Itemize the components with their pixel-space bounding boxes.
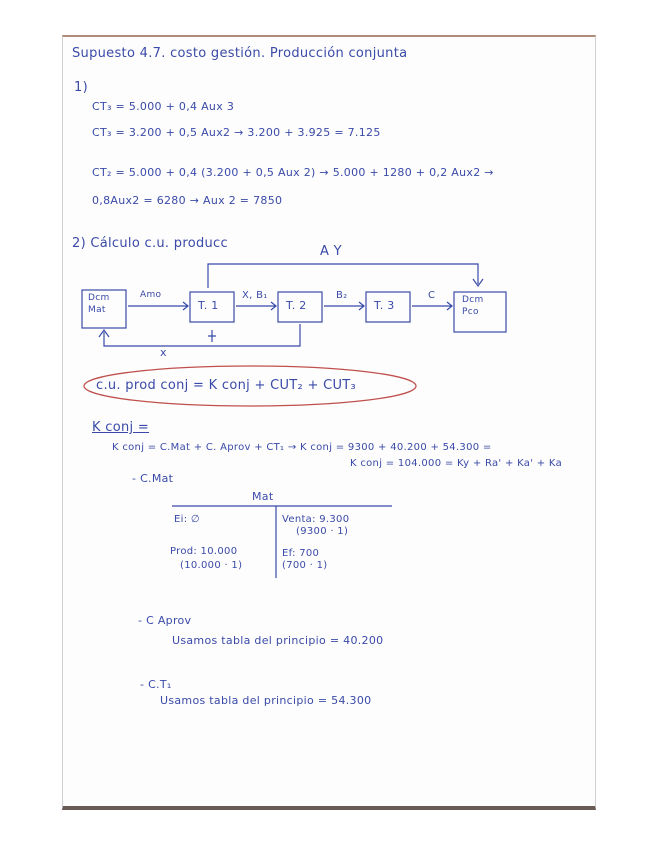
- kconj-label: K conj =: [92, 420, 150, 435]
- unit-cost-formula: c.u. prod conj = K conj + CUT₂ + CUT₃: [96, 378, 357, 393]
- kconj-line-1: K conj = C.Mat + C. Aprov + CT₁ → K conj = 9300 + 40.200 + 54.300 =: [112, 442, 492, 453]
- t-account-right-bottom-sub: (700 · 1): [282, 560, 328, 571]
- bottom-loop-label: x: [160, 346, 167, 359]
- top-feedback-line: [208, 264, 478, 288]
- equation-4: 0,8Aux2 = 6280 → Aux 2 = 7850: [92, 194, 283, 207]
- arrow-3: [324, 302, 364, 310]
- t-account-right-bottom: Ef: 700: [282, 548, 320, 559]
- box-dcm-pco-label: Dcm Pco: [462, 295, 484, 317]
- section-1-label: 1): [74, 80, 88, 95]
- equation-2: CT₃ = 3.200 + 0,5 Aux2 → 3.200 + 3.925 = 7.125: [92, 126, 381, 139]
- ct1-text: Usamos tabla del principio = 54.300: [160, 694, 372, 707]
- t-account-right-top-sub: (9300 · 1): [296, 526, 349, 537]
- cmat-label: - C.Mat: [132, 472, 174, 485]
- equation-1: CT₃ = 5.000 + 0,4 Aux 3: [92, 100, 235, 113]
- t-account-left-bottom-sub: (10.000 · 1): [180, 560, 243, 571]
- box-t3-label: T. 3: [374, 299, 395, 312]
- arrow-4-label: C: [428, 290, 436, 301]
- arrow-2: [236, 302, 276, 310]
- small-mark: [208, 330, 216, 342]
- arrow-2-label: X, B₁: [242, 290, 268, 301]
- arrow-1: [128, 302, 188, 310]
- caprov-label: - C Aprov: [138, 614, 192, 627]
- box-t1-label: T. 1: [198, 299, 219, 312]
- box-t2-label: T. 2: [286, 299, 307, 312]
- caprov-text: Usamos tabla del principio = 40.200: [172, 634, 384, 647]
- t-account-left-bottom: Prod: 10.000: [170, 546, 238, 557]
- equation-3: CT₂ = 5.000 + 0,4 (3.200 + 0,5 Aux 2) → 5.000 + 1280 + 0,2 Aux2 →: [92, 166, 494, 179]
- t-account-left-top: Ei: ∅: [174, 514, 200, 525]
- ct1-label: - C.T₁: [140, 678, 172, 691]
- arrow-1-label: Amo: [140, 290, 162, 300]
- kconj-line-2: K conj = 104.000 = Ky + Ra' + Ka' + Ka: [350, 458, 563, 469]
- arrow-4: [412, 302, 452, 310]
- t-account-title: Mat: [252, 490, 274, 503]
- box-dcm-mat-label: Dcm Mat: [88, 293, 110, 315]
- diagram-ay-label: A Y: [320, 244, 342, 259]
- section-2-label: 2) Cálculo c.u. producc: [72, 236, 228, 251]
- t-account-right-top: Venta: 9.300: [282, 514, 350, 525]
- page-title: Supuesto 4.7. costo gestión. Producción conjunta: [72, 46, 408, 61]
- arrow-3-label: B₂: [336, 290, 348, 301]
- bottom-loop-line: [104, 324, 300, 346]
